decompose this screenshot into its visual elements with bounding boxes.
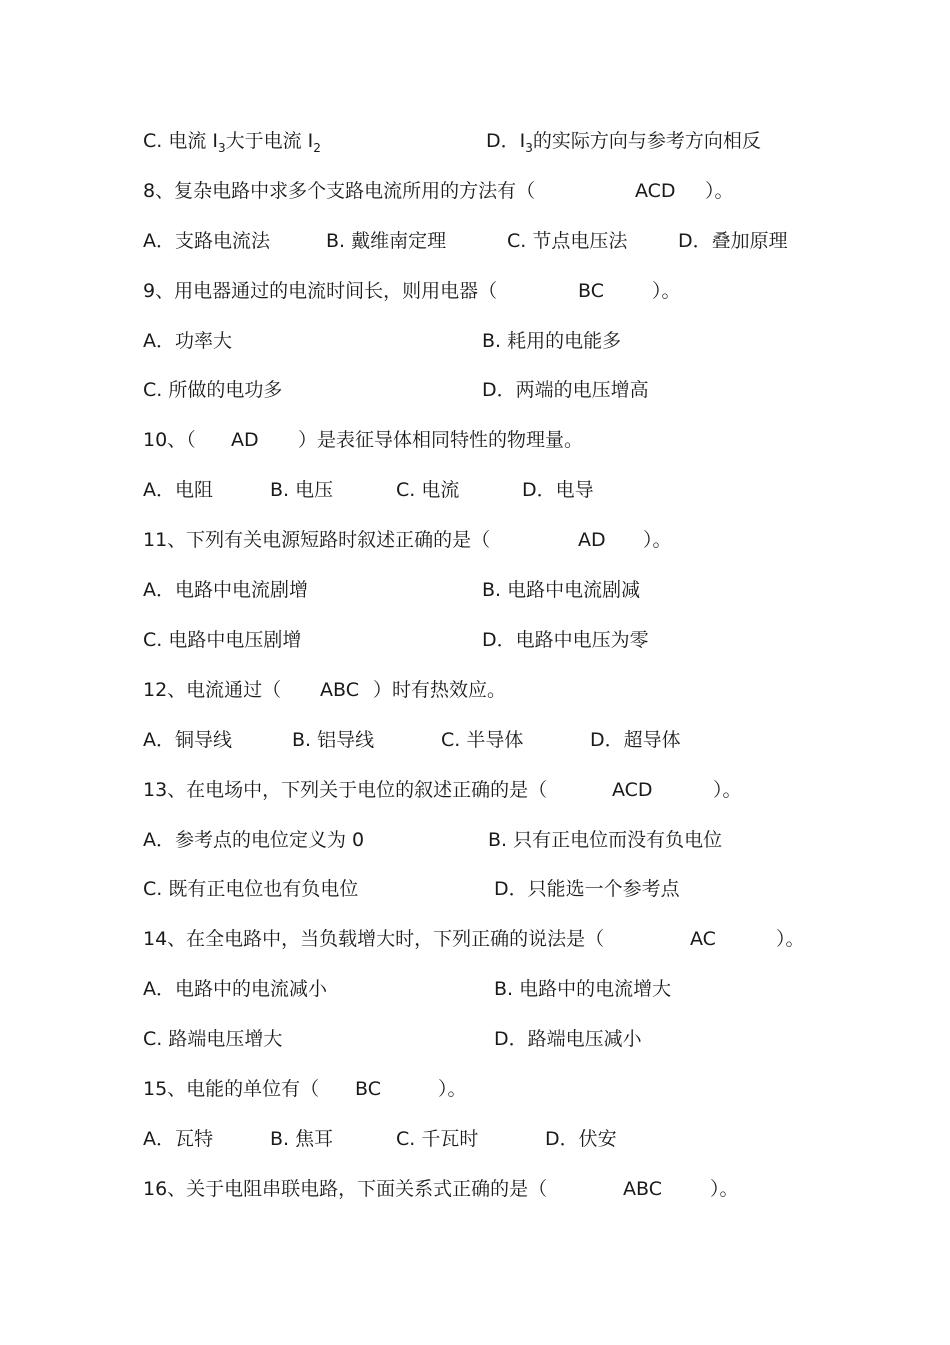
option-a: A．功率大 xyxy=(143,330,232,352)
question-12 xyxy=(0,675,950,705)
question-stem: 9、用电器通过的电流时间长，则用电器（ xyxy=(143,280,498,302)
q15-options xyxy=(0,1124,950,1154)
answer-text: ACD xyxy=(635,180,676,202)
answer-text: AD xyxy=(578,529,606,551)
option-c: C. 千瓦时 xyxy=(396,1128,479,1150)
option-d: D．只能选一个参考点 xyxy=(494,878,680,900)
option-b: B. 电路中的电流增大 xyxy=(494,978,672,1000)
question-stem: 10、（ xyxy=(143,429,196,451)
option-d: D．叠加原理 xyxy=(678,230,788,252)
option-a: A．瓦特 xyxy=(143,1128,213,1150)
question-15 xyxy=(0,1074,950,1104)
option-b: B. 焦耳 xyxy=(270,1128,334,1150)
option-d: D．电导 xyxy=(522,479,594,501)
option-c: C. 电流 xyxy=(396,479,460,501)
option-c: C. 电流 $I_3$大于电流 $I_2$ xyxy=(143,130,321,155)
answer-text: ABC xyxy=(623,1178,662,1200)
question-stem-end: ）是表征导体相同特性的物理量。 xyxy=(298,429,584,451)
q13-options-cd xyxy=(0,874,950,904)
question-stem-end: ）。 xyxy=(643,529,672,551)
question-stem: 8、复杂电路中求多个支路电流所用的方法有（ xyxy=(143,180,536,202)
answer-text: BC xyxy=(578,280,604,302)
option-d: D．伏安 xyxy=(545,1128,617,1150)
q7-options-cd xyxy=(0,126,950,156)
option-a: A．参考点的电位定义为 0 xyxy=(143,829,365,851)
q10-options xyxy=(0,475,950,505)
option-c: C. 路端电压增大 xyxy=(143,1028,283,1050)
question-stem: 16、关于电阻串联电路，下面关系式正确的是（ xyxy=(143,1178,548,1200)
option-d: D．电路中电压为零 xyxy=(482,629,649,651)
option-c: C. 所做的电功多 xyxy=(143,379,283,401)
option-c: C. 电路中电压剧增 xyxy=(143,629,302,651)
question-stem: 13、在电场中，下列关于电位的叙述正确的是（ xyxy=(143,779,548,801)
option-b: B. 戴维南定理 xyxy=(326,230,447,252)
option-b: B. 耗用的电能多 xyxy=(482,330,622,352)
option-a: A．电路中电流剧增 xyxy=(143,579,308,601)
question-stem-end: ）时有热效应。 xyxy=(373,679,507,701)
question-10 xyxy=(0,425,950,455)
question-stem-end: ）。 xyxy=(776,928,805,950)
q12-options xyxy=(0,725,950,755)
option-b: B. 只有正电位而没有负电位 xyxy=(488,829,723,851)
answer-text: BC xyxy=(355,1078,381,1100)
question-11 xyxy=(0,525,950,555)
question-stem-end: ）。 xyxy=(710,1178,739,1200)
option-b: B. 铝导线 xyxy=(292,729,375,751)
question-stem: 15、电能的单位有（ xyxy=(143,1078,320,1100)
option-b: B. 电压 xyxy=(270,479,334,501)
option-c: C. 半导体 xyxy=(441,729,524,751)
question-16 xyxy=(0,1174,950,1204)
option-a: A．支路电流法 xyxy=(143,230,270,252)
q11-options-ab xyxy=(0,575,950,605)
answer-text: ACD xyxy=(612,779,653,801)
answer-text: AD xyxy=(231,429,259,451)
answer-text: ABC xyxy=(320,679,359,701)
question-stem-end: ）。 xyxy=(438,1078,467,1100)
question-8 xyxy=(0,176,950,206)
option-a: A．铜导线 xyxy=(143,729,232,751)
question-stem-end: ）。 xyxy=(705,180,734,202)
question-stem: 11、下列有关电源短路时叙述正确的是（ xyxy=(143,529,491,551)
option-b: B. 电路中电流剧减 xyxy=(482,579,641,601)
question-stem-end: ）。 xyxy=(713,779,742,801)
q14-options-cd xyxy=(0,1024,950,1054)
answer-text: AC xyxy=(690,928,716,950)
question-stem: 12、电流通过（ xyxy=(143,679,282,701)
option-a: A．电路中的电流减小 xyxy=(143,978,327,1000)
question-14 xyxy=(0,924,950,954)
question-9 xyxy=(0,276,950,306)
option-d: D．超导体 xyxy=(590,729,681,751)
option-c: C. 既有正电位也有负电位 xyxy=(143,878,359,900)
option-d: D．路端电压减小 xyxy=(494,1028,642,1050)
question-stem-end: ）。 xyxy=(652,280,681,302)
q9-options-ab xyxy=(0,326,950,356)
option-d: D．$I_3$的实际方向与参考方向相反 xyxy=(486,130,761,155)
q11-options-cd xyxy=(0,625,950,655)
option-d: D．两端的电压增高 xyxy=(482,379,649,401)
q9-options-cd xyxy=(0,375,950,405)
option-a: A．电阻 xyxy=(143,479,213,501)
q8-options xyxy=(0,226,950,256)
question-stem: 14、在全电路中，当负载增大时，下列正确的说法是（ xyxy=(143,928,605,950)
q13-options-ab xyxy=(0,825,950,855)
q14-options-ab xyxy=(0,974,950,1004)
question-13 xyxy=(0,775,950,805)
option-c: C. 节点电压法 xyxy=(507,230,628,252)
